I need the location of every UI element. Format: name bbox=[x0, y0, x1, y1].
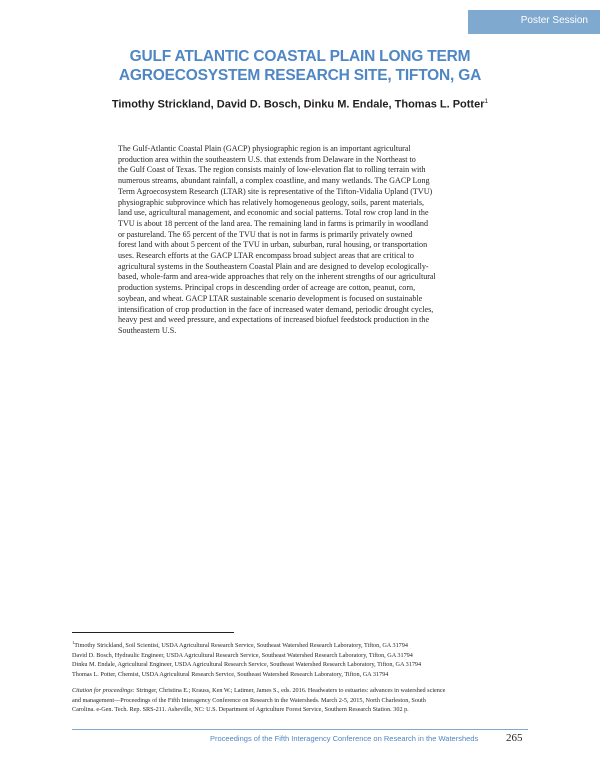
abstract-line: numerous streams, abundant rainfall, a complex coastline, and many wetlands. The GACP Long bbox=[118, 176, 430, 186]
footnote-line: Thomas L. Potter, Chemist, USDA Agricultural Research Service, Southeast Watershed Research Laboratory, Tifton, GA 31794 bbox=[72, 670, 389, 678]
abstract-line: TVU is about 18 percent of the land area. The remaining land in farms is primarily in woodland bbox=[118, 218, 429, 228]
section-label: Poster Session bbox=[520, 15, 588, 26]
section-header-band bbox=[468, 10, 600, 34]
author-footnote-marker: 1 bbox=[484, 98, 489, 105]
footnote-line: Dinku M. Endale, Agricultural Engineer, USDA Agricultural Research Service, Southeast Watershed Research Laboratory, Tifton, GA 31794 bbox=[72, 661, 422, 669]
footnote-line bbox=[72, 638, 542, 651]
abstract-line: based, whole-farm and area-wide approaches that rely on the inherent strengths of our agricultural bbox=[118, 272, 436, 282]
author-footnotes bbox=[72, 638, 542, 679]
abstract-line: or pastureland. The 65 percent of the TVU that is not in farms is primarily privately owned bbox=[118, 229, 413, 239]
abstract-line: soybean, and wheat. GACP LTAR sustainable scenario development is focused on sustainable bbox=[118, 293, 423, 303]
paper-title bbox=[0, 47, 600, 85]
citation-line: Carolina. e-Gen. Tech. Rep. SRS-211. Asheville, NC: U.S. Department of Agriculture Forest Service, Southern Research Station. 302 p. bbox=[72, 706, 409, 714]
abstract-line: heavy pest and weed pressure, and expectations of increased biofuel feedstock production in the bbox=[118, 315, 430, 325]
page-number: 265 bbox=[506, 732, 523, 744]
abstract-line: the Gulf Coast of Texas. The region consists mainly of low-elevation flat to rolling terrain with bbox=[118, 165, 426, 175]
abstract-line: forest land with about 5 percent of the TVU in urban, suburban, rural housing, or transportation bbox=[118, 240, 428, 250]
abstract-line: production area within the southeastern U.S. that extends from Delaware in the Northeast to bbox=[118, 154, 416, 164]
author-names: Timothy Strickland, David D. Bosch, Dinku M. Endale, Thomas L. Potter bbox=[111, 98, 485, 111]
footnote-text: Timothy Strickland, Soil Scientist, USDA Agricultural Research Service, Southeast Watershed Research Laboratory, Tifton, GA 31794 bbox=[74, 642, 408, 650]
title-line-1: GULF ATLANTIC COASTAL PLAIN LONG TERM bbox=[129, 48, 471, 65]
footnote-marker: 1 bbox=[72, 640, 75, 645]
citation-line: and management—Proceedings of the Fifth Interagency Conference on Research in the Watersheds. March 2-5, 2015, North Charleston, South bbox=[72, 696, 426, 704]
abstract-line: intensification of crop production in the face of increased water demand, periodic drought cycles, bbox=[118, 304, 434, 314]
abstract-line: agricultural systems in the Southeastern Coastal Plain and are designed to develop ecologically- bbox=[118, 261, 429, 271]
author-list bbox=[0, 98, 600, 111]
footer-proceedings-title: Proceedings of the Fifth Interagency Conference on Research in the Watersheds bbox=[210, 734, 479, 743]
footnote-divider bbox=[72, 632, 234, 633]
footer-divider bbox=[72, 729, 528, 730]
footnote-line: David D. Bosch, Hydraulic Engineer, USDA Agricultural Research Service, Southeast Watershed Research Laboratory, Tifton, GA 31794 bbox=[72, 651, 413, 659]
citation-text: Stringer, Christina E.; Krauss, Ken W.; Latimer, James S., eds. 2016. Headwaters to estuaries: advances in watershed science bbox=[134, 687, 446, 694]
citation-line bbox=[72, 686, 552, 696]
abstract-line: Southeastern U.S. bbox=[118, 325, 177, 335]
abstract-text bbox=[118, 144, 496, 337]
abstract-line: land use, agricultural management, and economic and social patterns. Total row crop land in the bbox=[118, 208, 429, 218]
citation-label: Citation for proceedings: bbox=[72, 687, 135, 694]
abstract-line: physiographic subprovince which has relatively homogeneous geology, soils, parent materials, bbox=[118, 197, 425, 207]
abstract-line: production systems. Principal crops in descending order of acreage are cotton, peanut, corn, bbox=[118, 283, 416, 293]
abstract-line: uses. Research efforts at the GACP LTAR encompass broad subject areas that are critical to bbox=[118, 251, 414, 261]
abstract-line: Term Agroecosystem Research (LTAR) site is representative of the Tifton-Vidalia Upland (TVU) bbox=[118, 186, 433, 196]
abstract-line: The Gulf-Atlantic Coastal Plain (GACP) physiographic region is an important agricultural bbox=[118, 144, 411, 153]
citation-block bbox=[72, 686, 552, 715]
title-line-2: AGROECOSYSTEM RESEARCH SITE, TIFTON, GA bbox=[118, 67, 482, 84]
